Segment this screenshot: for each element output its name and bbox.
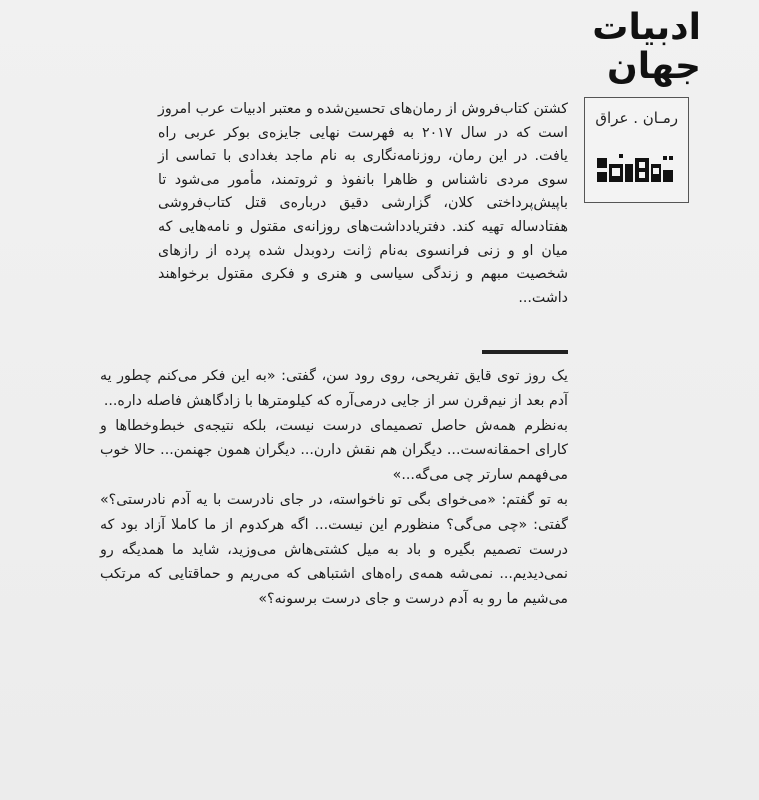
excerpt-paragraph-3: به تو گفتم: «می‌خوای بگی تو ناخواسته، در جای نادرست با یه آدم نادرستی؟» گفتی: «چی می‌گی؟ منظورم این نیست... اگه هرکدوم از ما کاملا آزاد بود که درست تصمیم بگیره و باد به میل کشتی‌هاش می‌وزید، شاید ما همدیگه رو نمی‌دیدیم... نمی‌شه همه‌ی راه‌های اشتباهی که می‌ریم و حماقتایی که مرتکب می‌شیم ما رو به آدم درست و جای درست برسونه؟» xyxy=(100,491,568,608)
series-title-line1: ادبیات xyxy=(592,7,701,48)
publisher-logo xyxy=(591,150,681,190)
excerpt-paragraph-2: به‌نظرم همه‌ش حاصل تصمیمای درست نیست، بلکه نتیجه‌ی خبط‌وخطاها و کارای احمقانه‌ست... دیگران هم نقش دارن... دیگران همون جهنمن... حالا خوب می‌فهمم سارتر چی می‌گه...» xyxy=(100,417,568,484)
series-title xyxy=(561,8,701,86)
publisher-badge xyxy=(584,97,689,203)
book-excerpt xyxy=(100,364,568,612)
blurb-paragraph: کشتن کتاب‌فروش از رمان‌های تحسین‌شده و معتبر ادبیات عرب امروز است که در سال ۲۰۱۷ به فهرست نهایی جایزه‌ی بوکر عربی راه یافت. در این رمان، روزنامه‌نگاری به نام ماجد بغدادی با تماسی از سوی مردی ناشناس و ظاهرا بانفوذ و ثروتمند، مأمور می‌شود تا باپیش‌پرداختی کلان، گزارشی دقیق درباره‌ی قتل کتاب‌فروشی هفتادساله تهیه کند. دفتریادداشت‌های روزانه‌ی مقتول و نامه‌هایی که میان او و زنی فرانسوی به‌نام ژانت ردوبدل شده پرده از رازهای شخصیت مبهم و زندگی سیاسی و هنری و فکری مقتول برخواهند داشت... xyxy=(158,101,568,306)
excerpt-paragraph-1: یک روز توی قایق تفریحی، روی رود سن، گفتی: «به این فکر می‌کنم چطور یه آدم بعد از نیم‌قرن سر از جایی درمی‌آره که کیلومترها با زادگاهش فاصله داره... xyxy=(100,368,568,409)
section-divider xyxy=(482,350,568,354)
book-blurb xyxy=(158,98,568,310)
genre-label: رمـان . عراق xyxy=(595,109,678,127)
series-title-line2: جهان xyxy=(607,46,701,87)
